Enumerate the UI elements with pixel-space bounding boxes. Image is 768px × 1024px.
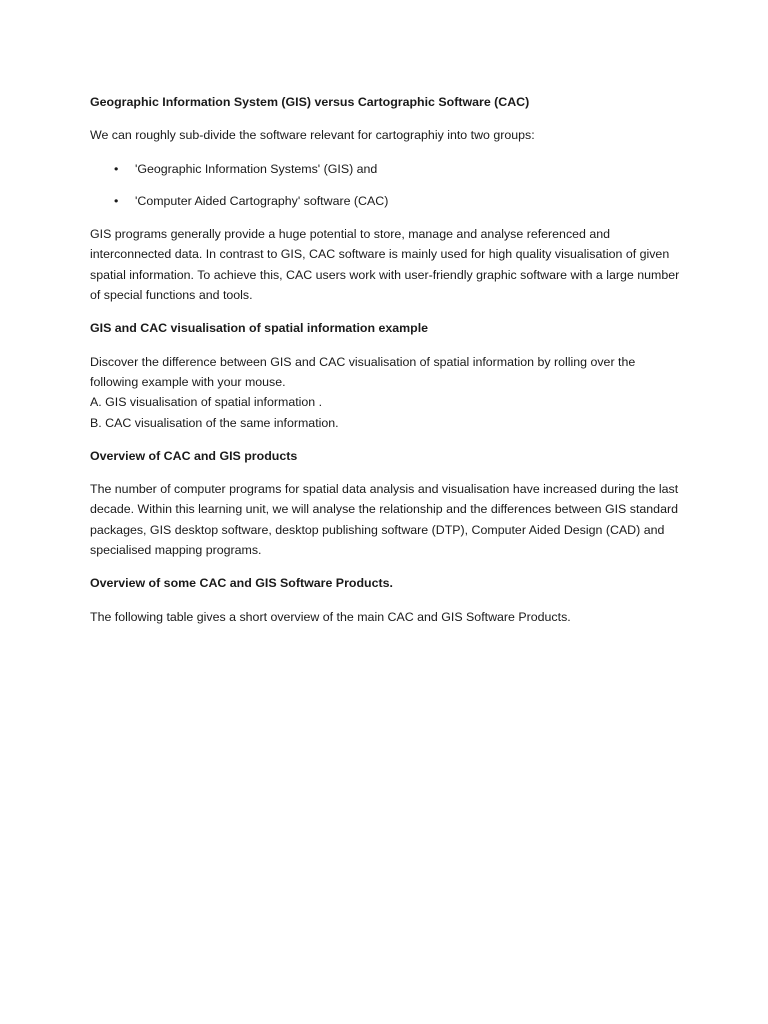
example-line-a: A. GIS visualisation of spatial information . — [90, 395, 323, 410]
bullet-icon: • — [114, 194, 119, 209]
intro-paragraph: We can roughly sub-divide the software relevant for cartographiy into two groups: — [90, 128, 535, 143]
bullet-icon: • — [114, 161, 119, 176]
visualisation-example-paragraph — [90, 352, 680, 433]
section-heading-software-products: Overview of some CAC and GIS Software Products. — [90, 576, 393, 591]
section-heading-gis-vs-cac: Geographic Information System (GIS) versus Cartographic Software (CAC) — [90, 95, 530, 109]
section-heading-products-overview: Overview of CAC and GIS products — [90, 448, 298, 463]
software-groups-list — [90, 159, 680, 212]
example-line-b: B. CAC visualisation of the same information. — [90, 415, 339, 430]
list-item — [90, 159, 680, 179]
list-item-text: 'Computer Aided Cartography' software (CAC) — [135, 194, 389, 209]
products-overview-paragraph: The number of computer programs for spatial data analysis and visualisation have increased during the last decade. Within this learning unit, we will analyse the relationship and the differences between GIS standard packages, GIS desktop software, desktop publishing software (DTP), Computer Aided Design (CAD) and specialised mapping programs. — [90, 482, 679, 558]
visualisation-example-text: Discover the difference between GIS and CAC visualisation of spatial information by rolling over the following example with your mouse. — [90, 354, 636, 389]
section-heading-visualisation-example: GIS and CAC visualisation of spatial information example — [90, 321, 429, 336]
gis-cac-description-paragraph: GIS programs generally provide a huge potential to store, manage and analyse referenced and interconnected data. In contrast to GIS, CAC software is mainly used for high quality visualisation of given spatial information. To achieve this, CAC users work with user-friendly graphic software with a large number of special functions and tools. — [90, 227, 680, 303]
list-item-text: 'Geographic Information Systems' (GIS) and — [135, 161, 378, 176]
document-page — [90, 92, 680, 640]
list-item — [90, 191, 680, 211]
software-products-paragraph: The following table gives a short overview of the main CAC and GIS Software Products. — [90, 609, 571, 624]
